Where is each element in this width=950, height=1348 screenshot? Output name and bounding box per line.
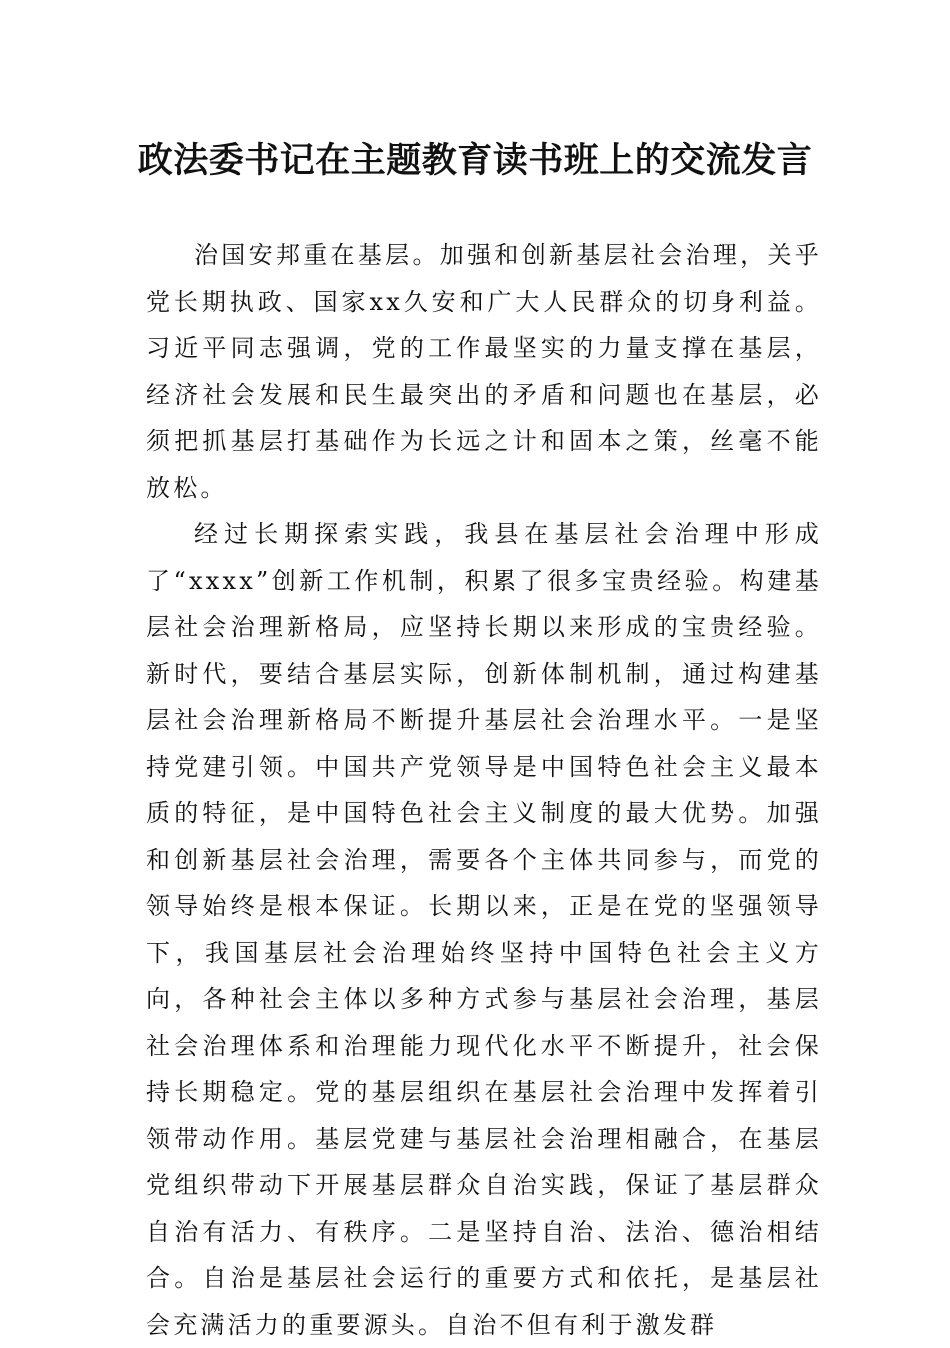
document-title: 政法委书记在主题教育读书班上的交流发言 <box>137 140 813 181</box>
document-body <box>146 232 822 1348</box>
paragraph-1: 治国安邦重在基层。加强和创新基层社会治理，关乎党长期执政、国家xx久安和广大人民群众的切身利益。习近平同志强调，党的工作最坚实的力量支撑在基层，经济社会发展和民生最突出的矛盾和问题也在基层，必须把抓基层打基础作为长远之计和固本之策，丝毫不能放松。 <box>146 241 822 502</box>
paragraph-2: 经过长期探索实践，我县在基层社会治理中形成了“xxxx”创新工作机制，积累了很多宝贵经验。构建基层社会治理新格局，应坚持长期以来形成的宝贵经验。新时代，要结合基层实际，创新体制机制，通过构建基层社会治理新格局不断提升基层社会治理水平。一是坚持党建引领。中国共产党领导是中国特色社会主义最本质的特征，是中国特色社会主义制度的最大优势。加强和创新基层社会治理，需要各个主体共同参与，而党的领导始终是根本保证。长期以来，正是在党的坚强领导下，我国基层社会治理始终坚持中国特色社会主义方向，各种社会主体以多种方式参与基层社会治理，基层社会治理体系和治理能力现代化水平不断提升，社会保持长期稳定。党的基层组织在基层社会治理中发挥着引领带动作用。基层党建与基层社会治理相融合，在基层党组织带动下开展基层群众自治实践，保证了基层群众自治有活力、有秩序。二是坚持自治、法治、德治相结合。自治是基层社会运行的重要方式和依托，是基层社会充满活力的重要源头。自治不但有利于激发群 <box>146 520 822 1339</box>
